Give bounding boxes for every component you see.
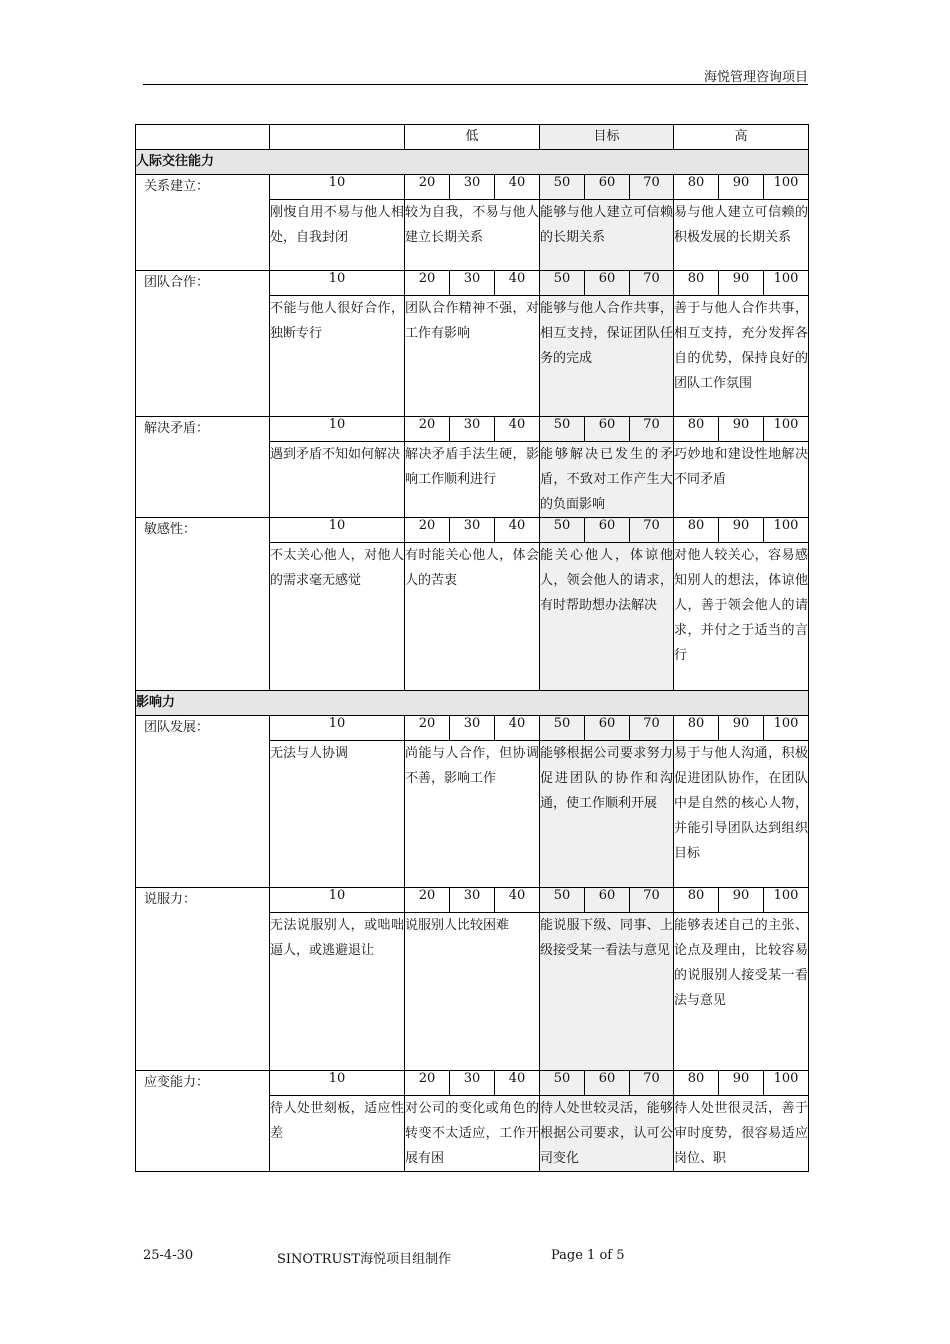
description-low-2: 尚能与人合作，但协调不善，影响工作	[405, 741, 540, 888]
competency-label: 解决矛盾：	[136, 417, 270, 518]
footer-maker: SINOTRUST海悦项目组制作	[277, 1252, 452, 1267]
description-low-1: 待人处世刻板，适应性差	[270, 1096, 405, 1172]
description-low-2: 对公司的变化或角色的转变不太适应，工作开展有困	[405, 1096, 540, 1172]
competency-label: 敏感性：	[136, 518, 270, 691]
scale-value: 60	[585, 175, 630, 200]
description-low-2: 说服别人比较困难	[405, 913, 540, 1071]
competency-label: 团队发展：	[136, 716, 270, 888]
competency-label: 团队合作：	[136, 271, 270, 417]
description-target: 能关心他人，体谅他人，领会他人的请求，有时帮助想办法解决	[540, 543, 674, 691]
scale-value: 50	[540, 417, 585, 442]
description-target: 待人处世较灵活，能够根据公司要求，认可公司变化	[540, 1096, 674, 1172]
scale-value: 40	[495, 716, 540, 741]
description-high: 善于与他人合作共事，相互支持，充分发挥各自的优势，保持良好的团队工作氛围	[674, 296, 809, 417]
header-rule	[143, 84, 808, 85]
scale-value: 100	[764, 888, 809, 913]
scale-value: 70	[630, 716, 674, 741]
scale-value: 50	[540, 518, 585, 543]
footer-page-number: Page 1 of 5	[551, 1248, 625, 1263]
description-low-2: 较为自我，不易与他人建立长期关系	[405, 200, 540, 271]
scale-value: 20	[405, 518, 450, 543]
scale-value: 80	[674, 1071, 719, 1096]
description-high: 易于与他人沟通，积极促进团队协作，在团队中是自然的核心人物，并能引导团队达到组织目标	[674, 741, 809, 888]
description-high: 能够表述自己的主张、论点及理由，比较容易的说服别人接受某一看法与意见	[674, 913, 809, 1071]
scale-value: 30	[450, 716, 495, 741]
scale-value: 90	[719, 888, 764, 913]
scale-value: 40	[495, 518, 540, 543]
competency-label: 关系建立：	[136, 175, 270, 271]
scale-row	[136, 1071, 809, 1096]
scale-value: 100	[764, 518, 809, 543]
scale-value: 50	[540, 175, 585, 200]
scale-value: 20	[405, 175, 450, 200]
scale-value: 50	[540, 1071, 585, 1096]
scale-value: 50	[540, 271, 585, 296]
description-low-2: 有时能关心他人，体会人的苦衷	[405, 543, 540, 691]
description-low-1: 无法与人协调	[270, 741, 405, 888]
description-target: 能够解决已发生的矛盾，不致对工作产生大的负面影响	[540, 442, 674, 518]
scale-value: 10	[270, 271, 405, 296]
scale-value: 50	[540, 888, 585, 913]
scale-row	[136, 271, 809, 296]
scale-value: 60	[585, 271, 630, 296]
scale-row	[136, 888, 809, 913]
scale-value: 90	[719, 716, 764, 741]
scale-value: 50	[540, 716, 585, 741]
scale-value: 40	[495, 271, 540, 296]
scale-value: 20	[405, 1071, 450, 1096]
scale-value: 80	[674, 716, 719, 741]
scale-value: 60	[585, 417, 630, 442]
scale-value: 20	[405, 888, 450, 913]
scale-row	[136, 417, 809, 442]
description-high: 巧妙地和建设性地解决不同矛盾	[674, 442, 809, 518]
scale-value: 60	[585, 716, 630, 741]
scale-value: 30	[450, 888, 495, 913]
scale-value: 90	[719, 417, 764, 442]
description-target: 能够根据公司要求努力促进团队的协作和沟通，使工作顺利开展	[540, 741, 674, 888]
scale-value: 70	[630, 175, 674, 200]
scale-value: 90	[719, 271, 764, 296]
description-target: 能够与他人合作共事，相互支持，保证团队任务的完成	[540, 296, 674, 417]
description-high: 待人处世很灵活，善于审时度势，很容易适应岗位、职	[674, 1096, 809, 1172]
scale-value: 10	[270, 716, 405, 741]
description-low-1: 不能与他人很好合作，独断专行	[270, 296, 405, 417]
header-blank-cell	[136, 125, 270, 150]
scale-value: 100	[764, 1071, 809, 1096]
scale-row	[136, 716, 809, 741]
level-low: 低	[405, 125, 540, 150]
scale-value: 10	[270, 175, 405, 200]
scale-value: 60	[585, 888, 630, 913]
description-low-1: 无法说服别人，或咄咄逼人，或逃避退让	[270, 913, 405, 1071]
scale-value: 10	[270, 417, 405, 442]
scale-value: 10	[270, 888, 405, 913]
scale-value: 70	[630, 888, 674, 913]
scale-value: 40	[495, 175, 540, 200]
scale-value: 70	[630, 518, 674, 543]
description-low-1: 不太关心他人，对他人的需求毫无感觉	[270, 543, 405, 691]
section-row	[136, 150, 809, 175]
description-low-2: 解决矛盾手法生硬，影响工作顺利进行	[405, 442, 540, 518]
header-blank-cell	[270, 125, 405, 150]
competency-label: 应变能力：	[136, 1071, 270, 1172]
scale-row	[136, 518, 809, 543]
scale-row	[136, 175, 809, 200]
scale-value: 60	[585, 1071, 630, 1096]
scale-value: 80	[674, 175, 719, 200]
scale-value: 90	[719, 175, 764, 200]
section-row	[136, 691, 809, 716]
scale-value: 100	[764, 417, 809, 442]
description-low-1: 遇到矛盾不知如何解决	[270, 442, 405, 518]
footer-date: 25-4-30	[143, 1248, 194, 1263]
description-high: 易与他人建立可信赖的积极发展的长期关系	[674, 200, 809, 271]
scale-value: 20	[405, 716, 450, 741]
section-title: 影响力	[136, 691, 809, 716]
scale-value: 90	[719, 518, 764, 543]
scale-value: 10	[270, 518, 405, 543]
scale-value: 30	[450, 175, 495, 200]
scale-value: 70	[630, 1071, 674, 1096]
level-header-row	[136, 125, 809, 150]
level-target: 目标	[540, 125, 674, 150]
scale-value: 40	[495, 888, 540, 913]
scale-value: 10	[270, 1071, 405, 1096]
scale-value: 30	[450, 518, 495, 543]
description-high: 对他人较关心，容易感知别人的想法，体谅他人，善于领会他人的请求，并付之于适当的言行	[674, 543, 809, 691]
scale-value: 80	[674, 518, 719, 543]
scale-value: 20	[405, 271, 450, 296]
header-project-title: 海悦管理咨询项目	[703, 70, 808, 85]
scale-value: 60	[585, 518, 630, 543]
scale-value: 30	[450, 417, 495, 442]
scale-value: 30	[450, 271, 495, 296]
scale-value: 80	[674, 417, 719, 442]
competency-label: 说服力：	[136, 888, 270, 1071]
level-high: 高	[674, 125, 809, 150]
description-low-1: 刚愎自用不易与他人相处，自我封闭	[270, 200, 405, 271]
scale-value: 80	[674, 271, 719, 296]
scale-value: 100	[764, 716, 809, 741]
scale-value: 80	[674, 888, 719, 913]
scale-value: 100	[764, 271, 809, 296]
scale-value: 20	[405, 417, 450, 442]
scale-value: 30	[450, 1071, 495, 1096]
description-target: 能说服下级、同事、上级接受某一看法与意见	[540, 913, 674, 1071]
scale-value: 100	[764, 175, 809, 200]
scale-value: 70	[630, 271, 674, 296]
description-low-2: 团队合作精神不强，对工作有影响	[405, 296, 540, 417]
scale-value: 90	[719, 1071, 764, 1096]
scale-value: 40	[495, 417, 540, 442]
scale-value: 40	[495, 1071, 540, 1096]
scale-value: 70	[630, 417, 674, 442]
competency-table	[135, 124, 809, 1172]
description-target: 能够与他人建立可信赖的长期关系	[540, 200, 674, 271]
section-title: 人际交往能力	[136, 150, 809, 175]
